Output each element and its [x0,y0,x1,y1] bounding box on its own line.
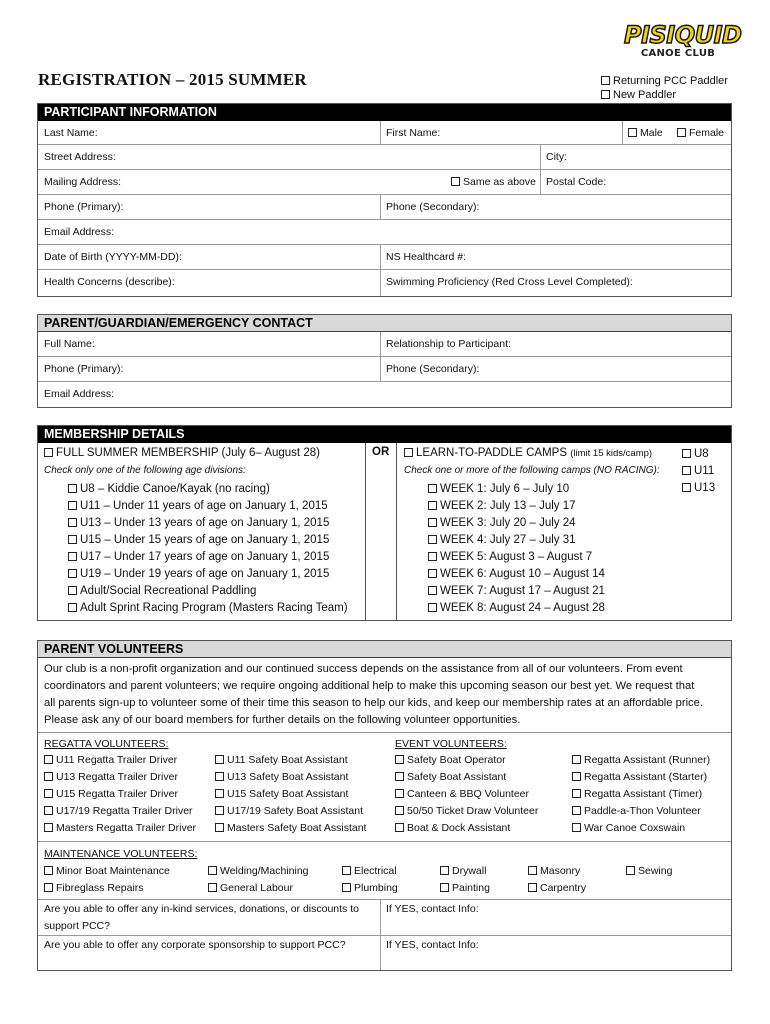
maintenance-option[interactable] [440,863,486,880]
page-title: REGISTRATION – 2015 SUMMER [38,70,307,89]
guardian-email-field[interactable]: Email Address: [44,388,115,400]
volunteer-option[interactable] [44,786,196,803]
maintenance-label: Sewing [638,865,673,877]
street-address-field[interactable]: Street Address: [44,151,116,163]
camp-age-option[interactable] [682,480,715,497]
week-checkbox[interactable] [428,586,437,595]
division-checkbox[interactable] [68,569,77,578]
last-name-field[interactable]: Last Name: [44,127,98,139]
week-label: WEEK 7: August 17 – August 21 [440,585,605,597]
volunteer-label: U13 Regatta Trailer Driver [56,771,178,783]
week-label: WEEK 1: July 6 – July 10 [440,483,570,495]
volunteer-label: Masters Safety Boat Assistant [227,822,367,834]
volunteer-checkbox[interactable] [395,772,404,781]
division-option[interactable] [68,600,348,617]
phone-secondary-field[interactable]: Phone (Secondary): [386,201,480,213]
guardian-full-name-field[interactable]: Full Name: [44,338,95,350]
division-option[interactable] [68,498,348,515]
guardian-phone-row [38,357,731,382]
volunteer-label: U15 Regatta Trailer Driver [56,788,178,800]
volunteer-label: 50/50 Ticket Draw Volunteer [407,805,539,817]
volunteer-option[interactable] [572,752,710,769]
week-option[interactable] [428,566,605,583]
divider [622,121,623,145]
regatta-col1 [44,752,196,837]
volunteer-label: Canteen & BBQ Volunteer [407,788,529,800]
ltp-checkbox[interactable] [404,448,413,457]
camp-age-checkbox[interactable] [682,449,691,458]
guardian-phone-primary-field[interactable]: Phone (Primary): [44,363,124,375]
volunteer-label: U13 Safety Boat Assistant [227,771,349,783]
volunteers-paragraph [44,661,732,729]
volunteer-checkbox[interactable] [395,789,404,798]
maintenance-option[interactable] [208,880,293,897]
week-option[interactable] [428,583,605,600]
camp-age-option[interactable] [682,446,715,463]
volunteer-label: Regatta Assistant (Starter) [584,771,708,783]
week-checkbox[interactable] [428,484,437,493]
division-label: U19 – Under 19 years of age on January 1, 2015 [80,568,330,580]
divider [540,145,541,170]
regatta-col2 [215,752,366,837]
dob-field[interactable]: Date of Birth (YYYY-MM-DD): [44,251,182,263]
volunteer-checkbox[interactable] [215,823,224,832]
volunteer-label: U11 Safety Boat Assistant [227,754,348,766]
membership-heading: MEMBERSHIP DETAILS [38,426,731,443]
new-paddler-option[interactable] [601,88,728,102]
age-division-note: Check only one of the following age divisions: [44,465,246,476]
maintenance-label: Welding/Machining [220,865,309,877]
volunteer-option[interactable] [395,786,538,803]
event-col1 [395,752,538,837]
maintenance-label: Fibreglass Repairs [56,882,144,894]
volunteer-option[interactable] [215,769,366,786]
volunteer-checkbox[interactable] [215,806,224,815]
guardian-name-row [38,332,731,357]
division-label: Adult Sprint Racing Program (Masters Racing Team) [80,602,348,614]
maintenance-option[interactable] [440,880,490,897]
division-label: U15 – Under 15 years of age on January 1, 2015 [80,534,330,546]
divider [396,443,397,620]
new-paddler-label: New Paddler [613,89,676,101]
maintenance-label: Drywall [452,865,487,877]
healthcard-field[interactable]: NS Healthcard #: [386,251,466,263]
volunteer-option[interactable] [395,752,538,769]
week-option[interactable] [428,498,605,515]
city-field[interactable]: City: [546,151,567,163]
volunteer-checkbox[interactable] [215,772,224,781]
volunteer-option[interactable] [215,786,366,803]
participant-heading: PARTICIPANT INFORMATION [38,104,731,121]
divider [380,357,381,382]
phone-primary-field[interactable]: Phone (Primary): [44,201,124,213]
volunteer-option[interactable] [44,769,196,786]
divider [380,245,381,270]
membership-section [37,425,732,621]
volunteer-option[interactable] [44,752,196,769]
week-label: WEEK 3: July 20 – July 24 [440,517,576,529]
street-row [38,145,731,170]
divider [380,270,381,296]
week-label: WEEK 6: August 10 – August 14 [440,568,605,580]
maintenance-label: Masonry [540,865,581,877]
volunteer-checkbox[interactable] [395,823,404,832]
divider [365,443,366,620]
division-checkbox[interactable] [68,552,77,561]
maintenance-label: Painting [452,882,490,894]
club-logo [624,21,742,66]
volunteer-option[interactable] [572,820,710,837]
or-label: OR [372,446,390,458]
inkind-question-line: support PCC? [44,920,110,932]
volunteer-checkbox[interactable] [44,772,53,781]
volunteer-checkbox[interactable] [572,806,581,815]
volunteer-label: Boat & Dock Assistant [407,822,511,834]
name-row [38,121,731,145]
volunteer-checkbox[interactable] [395,755,404,764]
male-checkbox[interactable] [628,128,637,137]
divider [380,332,381,357]
maintenance-checkbox[interactable] [342,866,351,875]
guardian-section [37,314,732,408]
volunteer-option[interactable] [215,803,366,820]
guardian-phone-secondary-field[interactable]: Phone (Secondary): [386,363,480,375]
volunteer-option[interactable] [572,803,710,820]
division-checkbox[interactable] [68,535,77,544]
volunteer-checkbox[interactable] [44,823,53,832]
regatta-heading: REGATTA VOLUNTEERS: [44,738,169,750]
week-checkbox[interactable] [428,535,437,544]
first-name-field[interactable]: First Name: [386,127,441,139]
inkind-question-line: Are you able to offer any in-kind services, donations, or discounts to [44,903,359,915]
email-field[interactable]: Email Address: [44,226,115,238]
divider [38,899,731,900]
paragraph-line: all parents sign-up to volunteer some of their time this season to help our kids, and keep our membership rates at an affordable price. [44,697,703,709]
phone-row [38,195,731,220]
age-division-list [68,481,348,617]
camp-age-option[interactable] [682,463,715,480]
same-as-above-checkbox[interactable] [451,177,460,186]
maintenance-heading: MAINTENANCE VOLUNTEERS: [44,848,198,860]
ltp-limit-note: (limit 15 kids/camp) [570,448,653,459]
divider [38,732,731,733]
week-option[interactable] [428,600,605,617]
swimming-field[interactable]: Swimming Proficiency (Red Cross Level Completed): [386,276,633,288]
event-col2 [572,752,710,837]
female-checkbox[interactable] [677,128,686,137]
volunteer-label: Safety Boat Assistant [407,771,507,783]
division-checkbox[interactable] [68,518,77,527]
mailing-row [38,170,731,195]
maintenance-label: Minor Boat Maintenance [56,865,170,877]
new-paddler-checkbox[interactable] [601,90,610,99]
volunteer-label: Regatta Assistant (Runner) [584,754,711,766]
dob-row [38,245,731,270]
division-checkbox[interactable] [68,603,77,612]
maintenance-label: Plumbing [354,882,398,894]
volunteer-option[interactable] [572,786,710,803]
returning-paddler-option[interactable] [601,74,728,88]
maintenance-checkbox[interactable] [208,883,217,892]
postal-code-field[interactable]: Postal Code: [546,176,607,188]
volunteer-checkbox[interactable] [572,823,581,832]
divider [540,170,541,195]
volunteer-option[interactable] [395,820,538,837]
divider [38,935,731,936]
week-label: WEEK 5: August 3 – August 7 [440,551,593,563]
volunteer-label: U15 Safety Boat Assistant [227,788,349,800]
logo-subtitle: CANOE CLUB [640,48,716,59]
divider [380,121,381,145]
volunteer-option[interactable] [215,752,366,769]
camp-age-checkbox[interactable] [682,483,691,492]
volunteer-checkbox[interactable] [215,789,224,798]
email-row [38,220,731,245]
division-option[interactable] [68,481,348,498]
maintenance-option[interactable] [342,863,397,880]
divider [380,195,381,220]
inkind-contact-field[interactable]: If YES, contact Info: [386,903,479,915]
health-row [38,270,731,296]
maintenance-checkbox[interactable] [528,883,537,892]
maintenance-option[interactable] [44,863,170,880]
paddler-status-options [601,74,728,102]
camp-age-label: U13 [694,482,716,494]
maintenance-checkbox[interactable] [626,866,635,875]
volunteer-checkbox[interactable] [44,806,53,815]
mailing-address-field[interactable]: Mailing Address: [44,176,122,188]
health-concerns-field[interactable]: Health Concerns (describe): [44,276,175,288]
relationship-field[interactable]: Relationship to Participant: [386,338,511,350]
week-checkbox[interactable] [428,518,437,527]
returning-paddler-label: Returning PCC Paddler [613,75,728,87]
volunteer-label: Paddle-a-Thon Volunteer [584,805,701,817]
same-as-above-label: Same as above [463,176,536,188]
week-option[interactable] [428,481,605,498]
full-summer-label: FULL SUMMER MEMBERSHIP (July 6– August 28) [56,447,320,459]
maintenance-checkbox[interactable] [528,866,537,875]
maintenance-checkbox[interactable] [342,883,351,892]
paragraph-line: coordinators and parent volunteers; we require ongoing additional help to make this upcoming season our best yet. We request that [44,680,695,692]
volunteer-label: U17/19 Safety Boat Assistant [227,805,363,817]
volunteer-checkbox[interactable] [44,789,53,798]
volunteer-checkbox[interactable] [572,772,581,781]
maintenance-label: General Labour [220,882,293,894]
week-checkbox[interactable] [428,501,437,510]
maintenance-option[interactable] [528,863,580,880]
division-option[interactable] [68,583,348,600]
division-checkbox[interactable] [68,484,77,493]
week-label: WEEK 8: August 24 – August 28 [440,602,605,614]
camp-age-list [682,446,715,497]
same-as-above-option[interactable] [451,176,536,188]
volunteer-label: Masters Regatta Trailer Driver [56,822,197,834]
maintenance-option[interactable] [44,880,144,897]
week-label: WEEK 2: July 13 – July 17 [440,500,576,512]
volunteer-option[interactable] [572,769,710,786]
division-option[interactable] [68,549,348,566]
division-label: U17 – Under 17 years of age on January 1, 2015 [80,551,330,563]
division-option[interactable] [68,515,348,532]
maintenance-option[interactable] [528,880,586,897]
camp-age-label: U8 [694,448,709,460]
week-option[interactable] [428,549,605,566]
division-checkbox[interactable] [68,586,77,595]
camp-week-list [428,481,605,617]
maintenance-option[interactable] [626,863,672,880]
volunteer-checkbox[interactable] [572,789,581,798]
participant-section [37,103,732,297]
division-label: Adult/Social Recreational Paddling [80,585,257,597]
volunteer-label: Safety Boat Operator [407,754,506,766]
maintenance-checkbox[interactable] [44,883,53,892]
volunteer-option[interactable] [395,803,538,820]
full-summer-option[interactable] [44,447,320,459]
volunteer-label: Regatta Assistant (Timer) [584,788,703,800]
volunteer-checkbox[interactable] [215,755,224,764]
week-label: WEEK 4: July 27 – July 31 [440,534,576,546]
event-heading: EVENT VOLUNTEERS: [395,738,507,750]
male-label: Male [640,127,663,139]
volunteer-option[interactable] [44,803,196,820]
division-checkbox[interactable] [68,501,77,510]
ltp-option[interactable] [404,447,652,459]
volunteer-checkbox[interactable] [395,806,404,815]
division-option[interactable] [68,566,348,583]
sponsor-contact-field[interactable]: If YES, contact Info: [386,939,479,951]
female-option[interactable] [677,127,724,139]
camp-age-checkbox[interactable] [682,466,691,475]
ltp-label: LEARN-TO-PADDLE CAMPS [416,447,568,459]
volunteer-checkbox[interactable] [572,755,581,764]
guardian-email-row [38,382,731,407]
volunteer-option[interactable] [44,820,196,837]
paragraph-line: Please ask any of our board members for further details on the following volunteer opportunities. [44,714,521,726]
maintenance-label: Carpentry [540,882,587,894]
paragraph-line: Our club is a non-profit organization and our continued success depends on the assistance from all of our volunteers. From event [44,663,683,675]
maintenance-option[interactable] [208,863,309,880]
week-checkbox[interactable] [428,603,437,612]
camp-age-label: U11 [694,465,715,477]
week-option[interactable] [428,532,605,549]
maintenance-option[interactable] [342,880,398,897]
volunteers-heading: PARENT VOLUNTEERS [38,641,731,658]
logo-wordmark: PISIQUID [624,21,742,49]
full-summer-checkbox[interactable] [44,448,53,457]
week-checkbox[interactable] [428,552,437,561]
maintenance-checkbox[interactable] [440,883,449,892]
maintenance-label: Electrical [354,865,397,877]
returning-paddler-checkbox[interactable] [601,76,610,85]
week-option[interactable] [428,515,605,532]
volunteer-label: U11 Regatta Trailer Driver [56,754,178,766]
volunteer-label: War Canoe Coxswain [584,822,686,834]
division-label: U11 – Under 11 years of age on January 1, 2015 [80,500,328,512]
camp-note: Check one or more of the following camps (NO RACING): [404,465,660,476]
division-option[interactable] [68,532,348,549]
inkind-question [44,901,359,935]
volunteer-label: U17/19 Regatta Trailer Driver [56,805,193,817]
volunteer-checkbox[interactable] [44,755,53,764]
maintenance-checkbox[interactable] [208,866,217,875]
male-option[interactable] [628,127,663,139]
volunteer-option[interactable] [215,820,366,837]
divider [38,841,731,842]
maintenance-checkbox[interactable] [44,866,53,875]
female-label: Female [689,127,725,139]
week-checkbox[interactable] [428,569,437,578]
sponsor-question: Are you able to offer any corporate sponsorship to support PCC? [44,939,346,951]
division-label: U8 – Kiddie Canoe/Kayak (no racing) [80,483,270,495]
volunteer-option[interactable] [395,769,538,786]
guardian-heading: PARENT/GUARDIAN/EMERGENCY CONTACT [38,315,731,332]
division-label: U13 – Under 13 years of age on January 1, 2015 [80,517,330,529]
maintenance-checkbox[interactable] [440,866,449,875]
volunteers-section [37,640,732,971]
